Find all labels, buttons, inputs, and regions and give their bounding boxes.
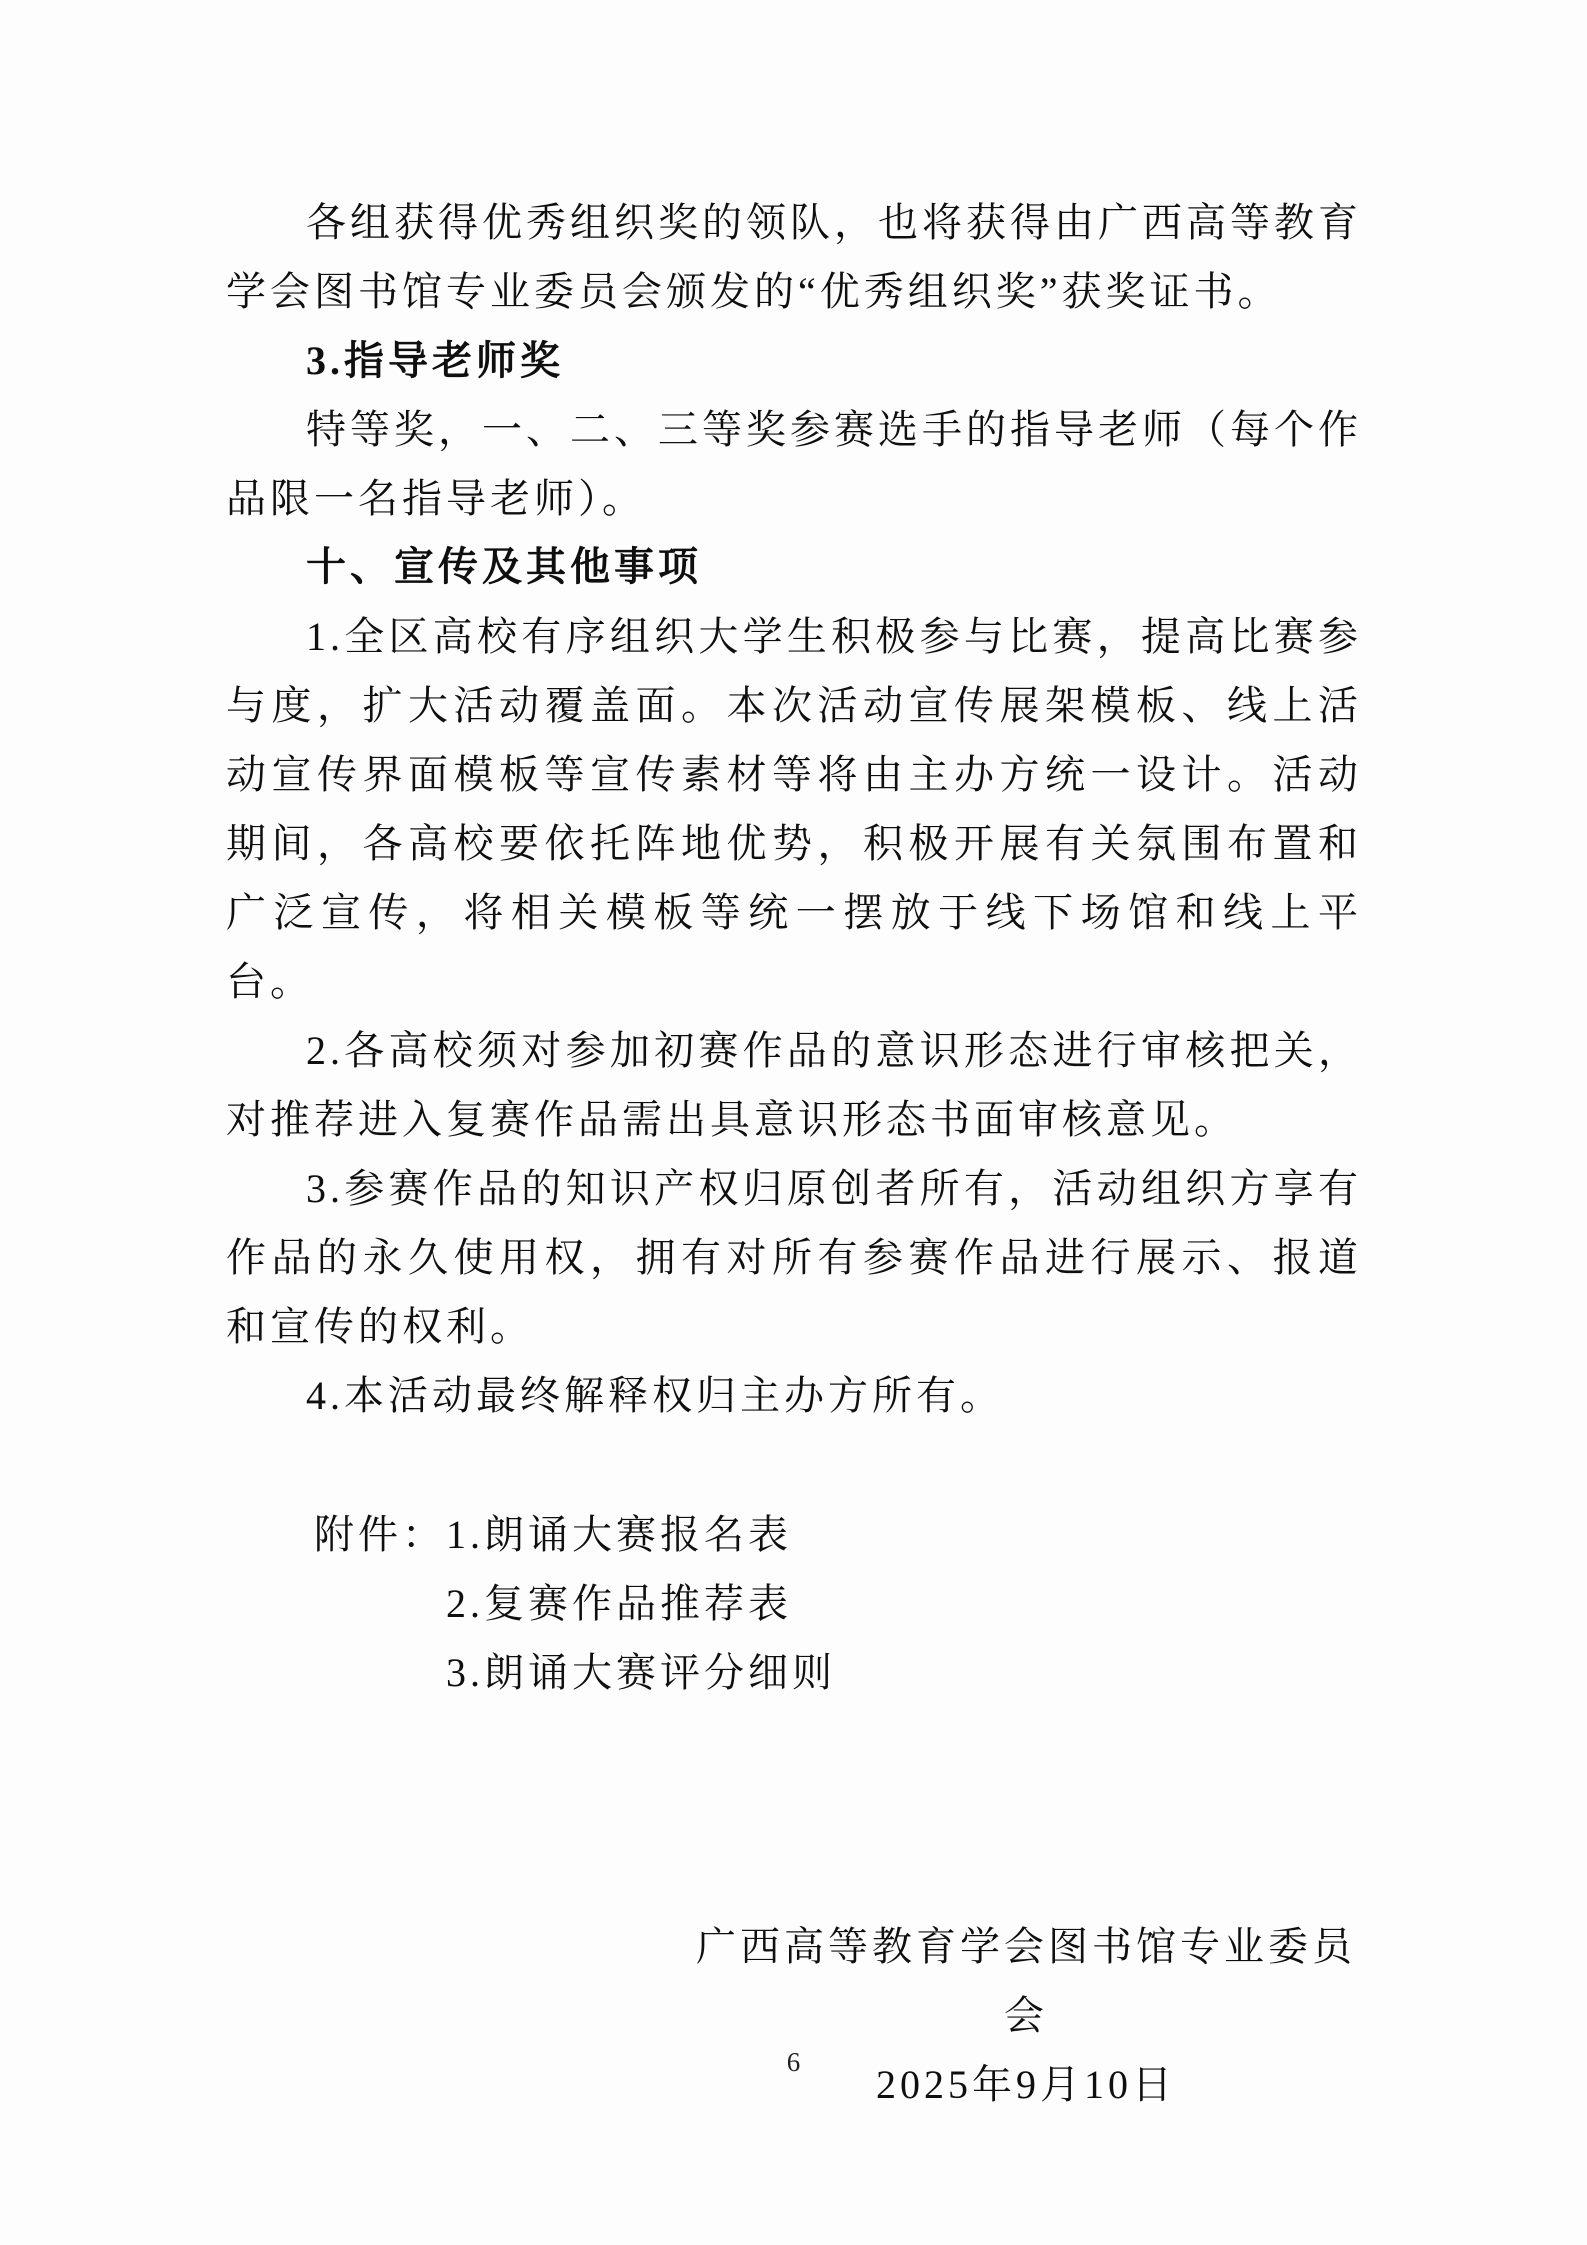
paragraph-publicity-item-2: 2.各高校须对参加初赛作品的意识形态进行审核把关，对推荐进入复赛作品需出具意识形态书面审核意见。	[226, 1028, 1362, 1142]
signature-date: 2025年9月10日	[876, 2062, 1176, 2107]
attachments-label: 附件：	[314, 1512, 446, 1557]
document-body	[226, 188, 1362, 2119]
page-number: 6	[786, 2047, 801, 2077]
signature-organization: 广西高等教育学会图书馆专业委员会	[696, 1924, 1356, 2038]
attachment-line-1	[226, 1500, 1362, 1569]
attachment-item-1: 1.朗诵大赛报名表	[446, 1512, 792, 1557]
attachment-item-3: 3.朗诵大赛评分细则	[446, 1650, 836, 1695]
attachments-block	[226, 1500, 1362, 1707]
paragraph-org-award-certificate: 各组获得优秀组织奖的领队，也将获得由广西高等教育学会图书馆专业委员会颁发的“优秀组织奖”获奖证书。	[226, 200, 1362, 314]
paragraph-publicity-item-1: 1.全区高校有序组织大学生积极参与比赛，提高比赛参与度，扩大活动覆盖面。本次活动宣传展架模板、线上活动宣传界面模板等宣传素材等将由主办方统一设计。活动期间，各高校要依托阵地优势，积极开展有关氛围布置和广泛宣传，将相关模板等统一摆放于线下场馆和线上平台。	[226, 614, 1362, 1004]
signature-block	[676, 1912, 1376, 2119]
heading-instructor-award: 3.指导老师奖	[306, 338, 564, 383]
paragraph-publicity-item-3: 3.参赛作品的知识产权归原创者所有，活动组织方享有作品的永久使用权，拥有对所有参赛作品进行展示、报道和宣传的权利。	[226, 1166, 1362, 1349]
paragraph-publicity-item-4: 4.本活动最终解释权归主办方所有。	[306, 1373, 1004, 1418]
paragraph-instructor-award-detail: 特等奖，一、二、三等奖参赛选手的指导老师（每个作品限一名指导老师）。	[226, 407, 1362, 521]
heading-section-ten-publicity: 十、宣传及其他事项	[306, 545, 702, 589]
attachment-item-2: 2.复赛作品推荐表	[446, 1581, 792, 1626]
